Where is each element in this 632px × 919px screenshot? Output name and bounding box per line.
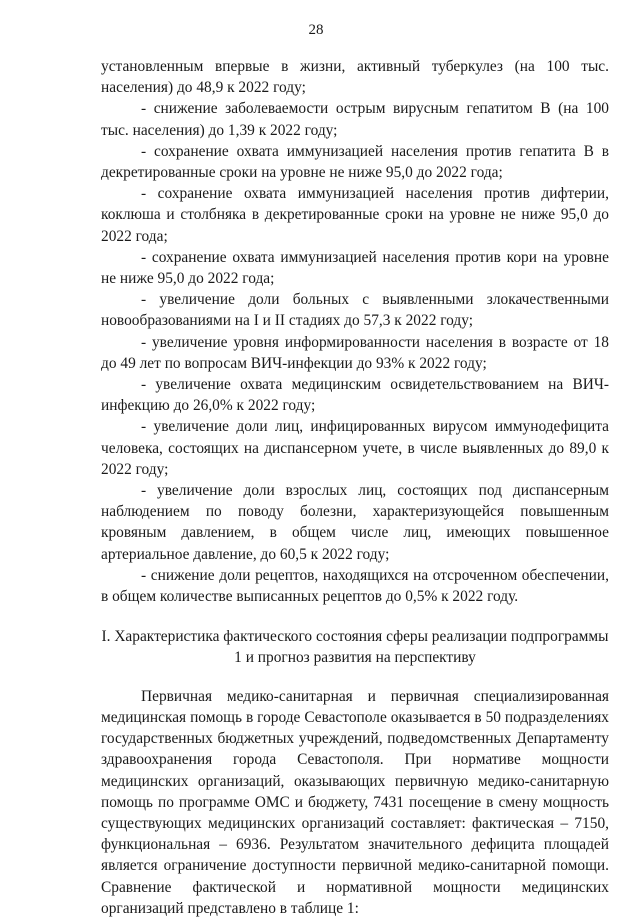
list-item: - снижение заболеваемости острым вирусным гепатитом В (на 100 тыс. населения) до 1,39 к 2022 году; — [101, 100, 609, 139]
list-item: - увеличение доли больных с выявленными злокачественными новообразованиями на I и II стадиях до 57,3 к 2022 году; — [101, 291, 609, 330]
list-item: - увеличение охвата медицинским освидетельствованием на ВИЧ-инфекцию до 26,0% к 2022 году; — [101, 376, 609, 415]
page-number: 28 — [308, 22, 324, 38]
list-item: - увеличение доли лиц, инфицированных вирусом иммунодефицита человека, состоящих на диспансерном учете, в числе выявленных до 89,0 к 2022 году; — [101, 418, 609, 478]
list-item: - увеличение уровня информированности населения в возрасте от 18 до 49 лет по вопросам ВИЧ-инфекции до 93% к 2022 году; — [101, 333, 609, 372]
document-body — [101, 56, 609, 919]
list-item: - увеличение доли взрослых лиц, состоящих под диспансерным наблюдением по поводу болезни, характеризующейся повышенным кровяным давлением, в общем числе лиц, имеющих повышенное артериальное давление, до 60,5 к 2022 году; — [101, 482, 609, 563]
list-item: - сохранение охвата иммунизацией населения против кори на уровне не ниже 95,0 до 2022 года; — [101, 248, 609, 288]
list-item-continuation: установленным впервые в жизни, активный туберкулез (на 100 тыс. населения) до 48,9 к 2022 году; — [101, 58, 609, 97]
section-heading: I. Характеристика фактического состояния сферы реализации подпрограммы 1 и прогноз развития на перспективу — [101, 628, 609, 667]
list-item: - сохранение охвата иммунизацией населения против дифтерии, коклюша и столбняка в декретированные сроки на уровне не ниже 95,0 до 2022 года; — [101, 185, 609, 245]
section-paragraph: Первичная медико-санитарная и первичная специализированная медицинская помощь в городе Севастополе оказывается в 50 подразделениях государственных бюджетных учреждений, подведомственных Департаменту здравоохранения города Севастополя. При нормативе мощности медицинских организаций, оказывающих первичную медико-санитарную помощь по программе ОМС и бюджету, 7431 посещение в смену мощность существующих медицинских организаций составляет: фактическая – 7150, функциональная – 6936. Результатом значительного дефицита площадей является ограничение доступности первичной медико-санитарной помощи. Сравнение фактической и нормативной мощности медицинских организаций представлено в таблице 1: — [101, 687, 609, 917]
list-item: - снижение доли рецептов, находящихся на отсроченном обеспечении, в общем количестве выписанных рецептов до 0,5% к 2022 году. — [101, 566, 609, 606]
list-item: - сохранение охвата иммунизацией населения против гепатита В в декретированные сроки на уровне не ниже 95,0 до 2022 года; — [101, 142, 609, 182]
